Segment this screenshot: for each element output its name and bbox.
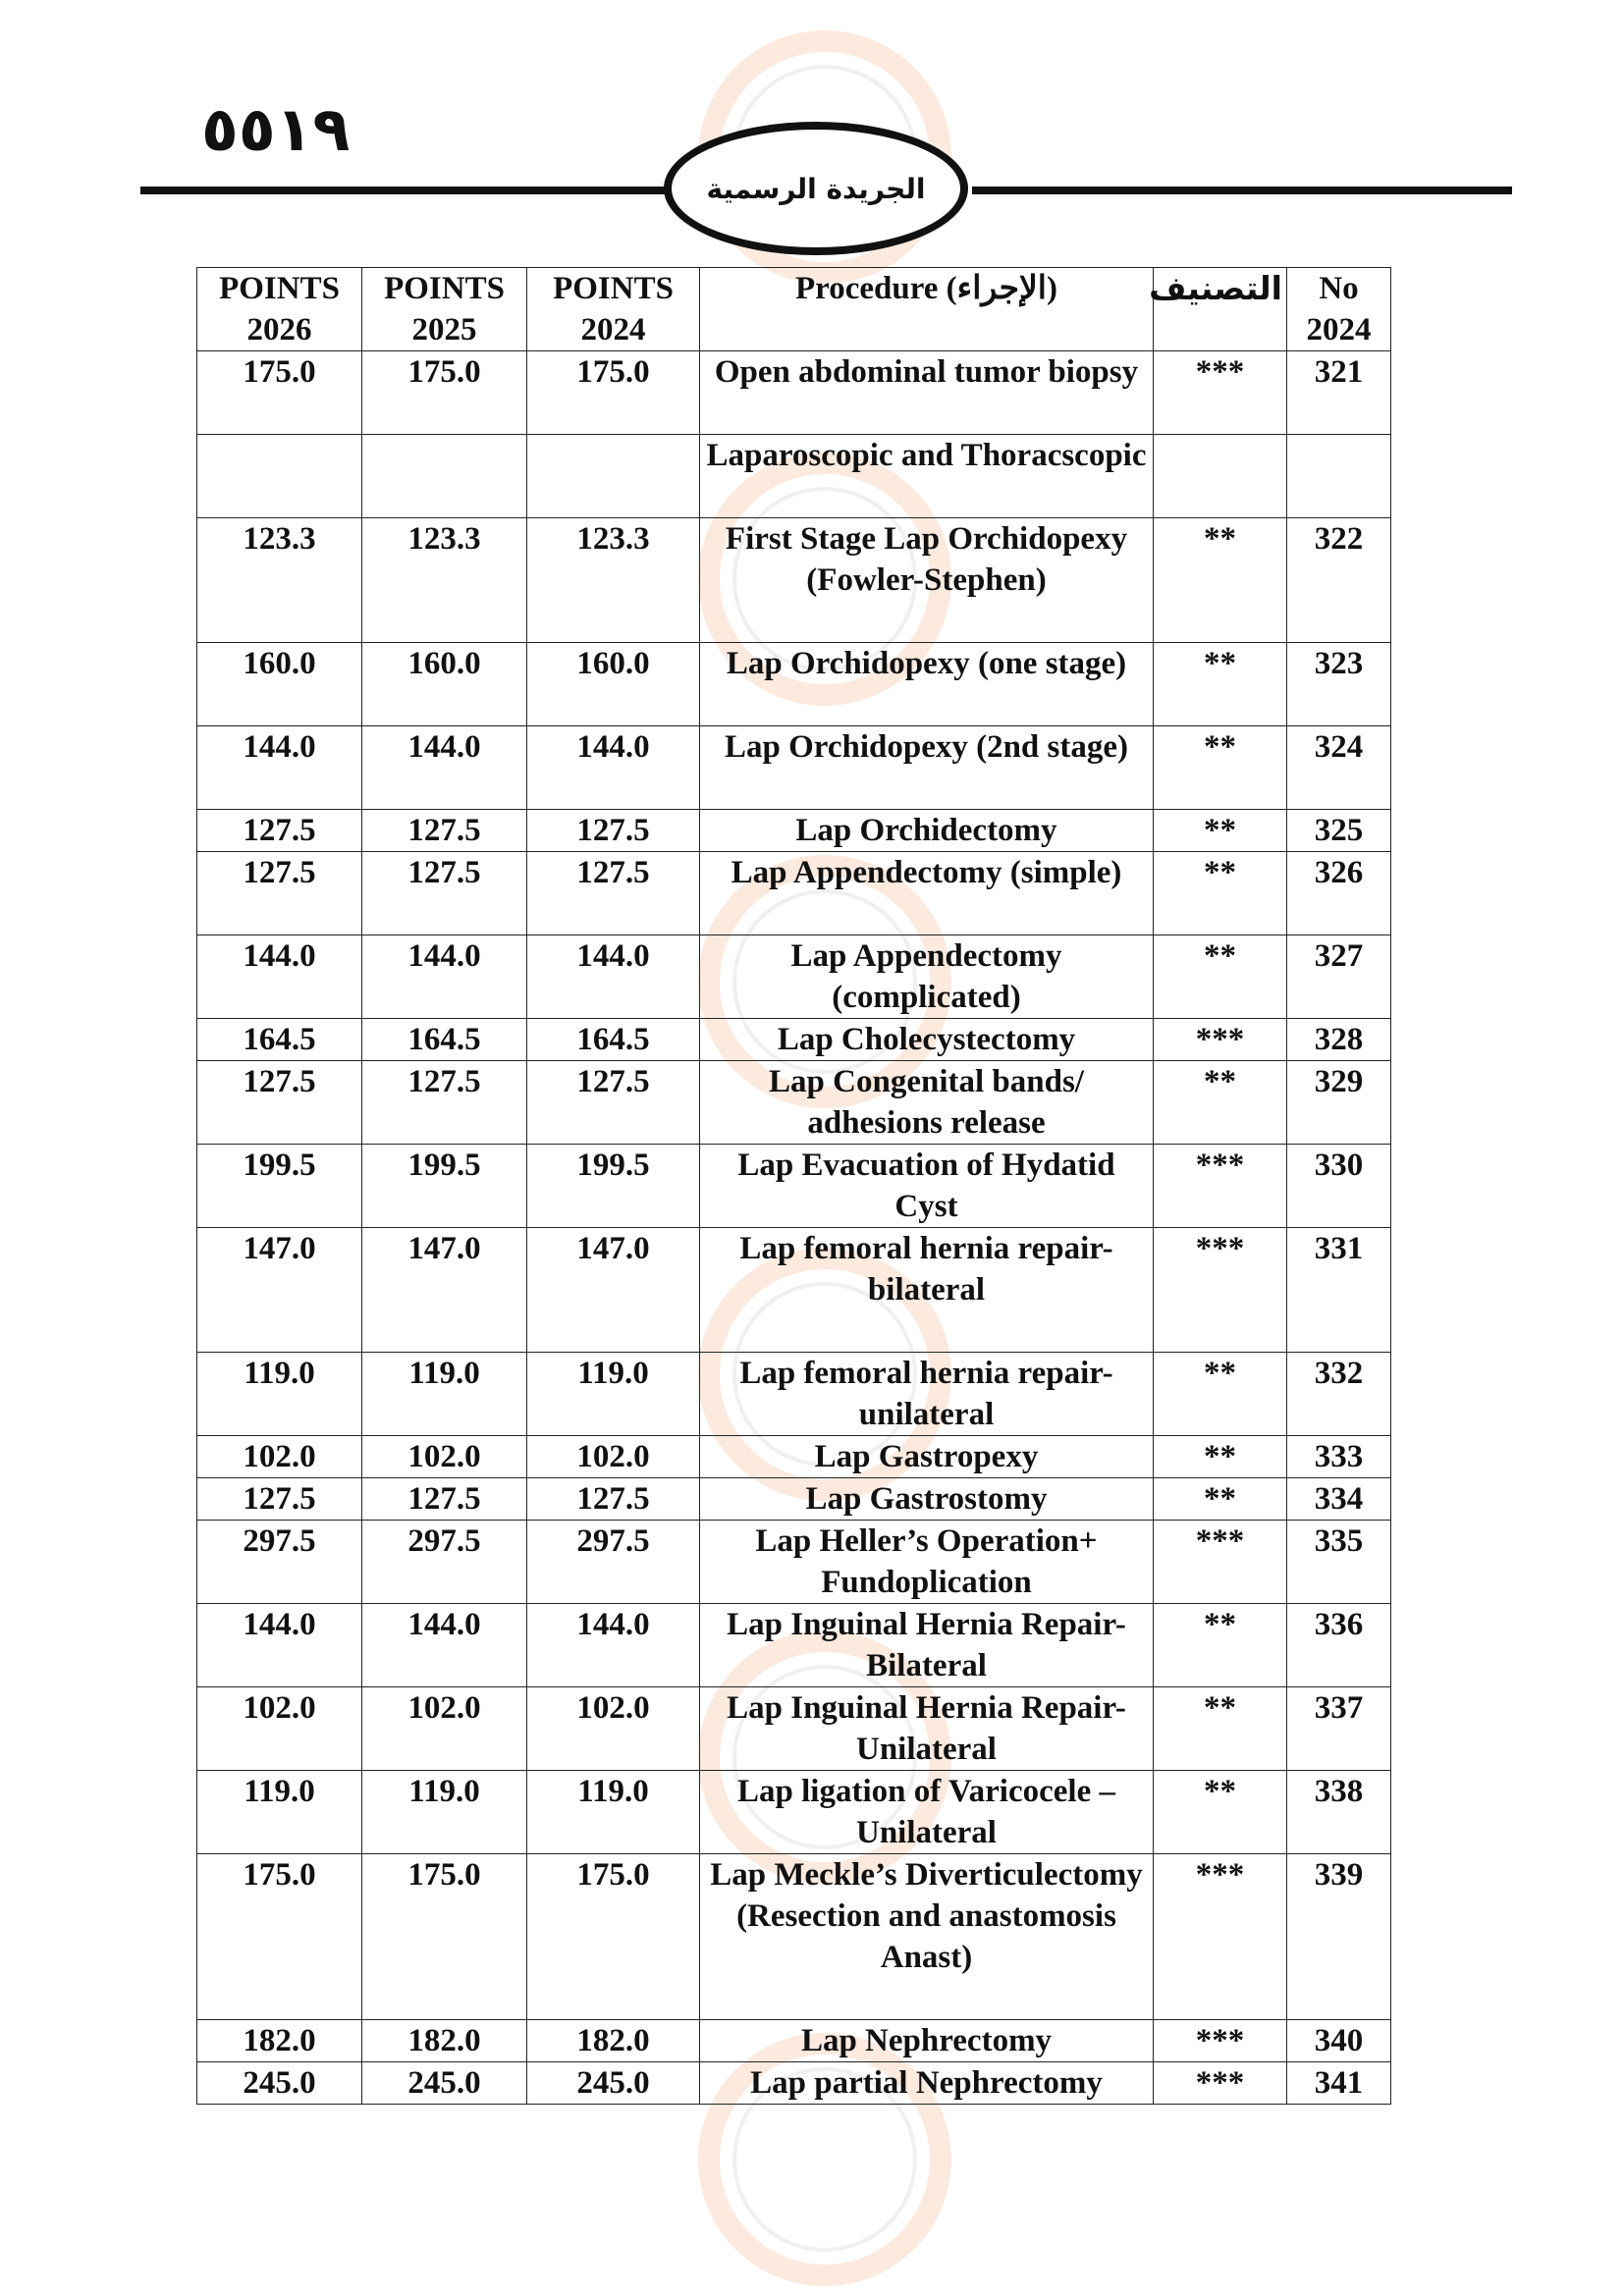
table-row [197,1604,1391,1687]
cell-points-2026: 160.0 [197,643,362,726]
cell-procedure: Lap ligation of Varicocele – Unilateral [700,1771,1154,1854]
cell-procedure: Lap Orchidopexy (2nd stage) [700,726,1154,810]
cell-points-2026: 123.3 [197,518,362,643]
cell-classification: ** [1154,852,1287,935]
cell-classification: ** [1154,1478,1287,1521]
cell-number: 333 [1287,1436,1391,1478]
table-row [197,1228,1391,1353]
cell-procedure: Lap femoral hernia repair-bilateral [700,1228,1154,1353]
cell-points-2026: 175.0 [197,351,362,435]
cell-classification: ** [1154,726,1287,810]
cell-points-2025: 175.0 [362,351,527,435]
table-row [197,1019,1391,1061]
cell-points-2025: 164.5 [362,1019,527,1061]
cell-points-2025: 175.0 [362,1854,527,2020]
cell-points-2026: 175.0 [197,1854,362,2020]
cell-points-2025: 119.0 [362,1353,527,1436]
cell-points-2025 [362,435,527,518]
cell-points-2024: 164.5 [527,1019,700,1061]
cell-points-2024: 102.0 [527,1436,700,1478]
cell-procedure: Laparoscopic and Thoracscopic [700,435,1154,518]
cell-points-2025: 147.0 [362,1228,527,1353]
cell-points-2024: 102.0 [527,1687,700,1771]
gazette-title: الجريدة الرسمية [706,172,926,205]
table-row [197,726,1391,810]
cell-procedure: Lap Orchidectomy [700,810,1154,852]
cell-points-2025: 127.5 [362,852,527,935]
cell-points-2025: 127.5 [362,1061,527,1145]
cell-classification: ** [1154,1604,1287,1687]
cell-classification: *** [1154,1145,1287,1228]
cell-points-2026: 144.0 [197,935,362,1019]
cell-procedure: Lap Inguinal Hernia Repair- Bilateral [700,1604,1154,1687]
cell-points-2025: 123.3 [362,518,527,643]
cell-classification: *** [1154,1854,1287,2020]
cell-number: 326 [1287,852,1391,935]
table-row [197,1521,1391,1604]
cell-classification: *** [1154,1521,1287,1604]
cell-number: 340 [1287,2020,1391,2062]
cell-points-2024: 160.0 [527,643,700,726]
cell-points-2025: 297.5 [362,1521,527,1604]
table-row [197,1061,1391,1145]
cell-points-2026: 102.0 [197,1687,362,1771]
table-row [197,852,1391,935]
header-rule-right [972,187,1512,194]
cell-number: 334 [1287,1478,1391,1521]
cell-classification: ** [1154,1687,1287,1771]
header-no: No 2024 [1287,268,1391,351]
cell-points-2026: 245.0 [197,2062,362,2105]
cell-classification: ** [1154,935,1287,1019]
cell-classification: *** [1154,2020,1287,2062]
cell-points-2026: 147.0 [197,1228,362,1353]
cell-points-2025: 127.5 [362,1478,527,1521]
cell-points-2026 [197,435,362,518]
cell-procedure: Lap Congenital bands/ adhesions release [700,1061,1154,1145]
cell-points-2026: 144.0 [197,726,362,810]
cell-classification: ** [1154,518,1287,643]
cell-number: 330 [1287,1145,1391,1228]
cell-classification: ** [1154,1061,1287,1145]
cell-number [1287,435,1391,518]
gazette-title-oval [664,122,968,255]
cell-points-2024: 119.0 [527,1353,700,1436]
header-procedure: Procedure (الإجراء) [700,268,1154,351]
cell-procedure: Lap Heller’s Operation+ Fundoplication [700,1521,1154,1604]
cell-procedure: Lap Gastropexy [700,1436,1154,1478]
cell-points-2026: 182.0 [197,2020,362,2062]
cell-points-2026: 127.5 [197,852,362,935]
cell-procedure: Lap Appendectomy (simple) [700,852,1154,935]
header-points-2026: POINTS 2026 [197,268,362,351]
table-row [197,1687,1391,1771]
cell-points-2026: 164.5 [197,1019,362,1061]
table-row [197,1771,1391,1854]
table-row [197,1478,1391,1521]
cell-procedure: Lap Cholecystectomy [700,1019,1154,1061]
cell-points-2026: 127.5 [197,1061,362,1145]
cell-classification: *** [1154,351,1287,435]
table-row [197,435,1391,518]
header-classification: التصنيف [1154,268,1287,351]
cell-points-2024: 182.0 [527,2020,700,2062]
cell-points-2025: 160.0 [362,643,527,726]
cell-number: 341 [1287,2062,1391,2105]
cell-points-2024: 199.5 [527,1145,700,1228]
cell-points-2024: 144.0 [527,726,700,810]
cell-points-2025: 144.0 [362,935,527,1019]
cell-number: 323 [1287,643,1391,726]
table-row [197,810,1391,852]
cell-points-2024: 175.0 [527,351,700,435]
cell-points-2025: 102.0 [362,1436,527,1478]
cell-procedure: First Stage Lap Orchidopexy (Fowler-Stephen) [700,518,1154,643]
header-points-2024: POINTS 2024 [527,268,700,351]
cell-points-2026: 119.0 [197,1353,362,1436]
procedure-points-table [196,267,1391,2105]
table-row [197,2062,1391,2105]
cell-procedure: Lap Evacuation of Hydatid Cyst [700,1145,1154,1228]
cell-points-2025: 245.0 [362,2062,527,2105]
cell-points-2024: 147.0 [527,1228,700,1353]
cell-points-2025: 144.0 [362,1604,527,1687]
table-row [197,351,1391,435]
cell-points-2025: 102.0 [362,1687,527,1771]
cell-number: 336 [1287,1604,1391,1687]
cell-points-2025: 127.5 [362,810,527,852]
cell-points-2024: 127.5 [527,810,700,852]
cell-number: 338 [1287,1771,1391,1854]
cell-points-2024: 127.5 [527,852,700,935]
cell-points-2026: 102.0 [197,1436,362,1478]
cell-points-2024: 144.0 [527,1604,700,1687]
cell-points-2024: 245.0 [527,2062,700,2105]
table-row [197,518,1391,643]
cell-classification: ** [1154,1436,1287,1478]
cell-number: 339 [1287,1854,1391,2020]
cell-points-2025: 199.5 [362,1145,527,1228]
cell-procedure: Open abdominal tumor biopsy [700,351,1154,435]
header-points-2025: POINTS 2025 [362,268,527,351]
cell-number: 337 [1287,1687,1391,1771]
cell-number: 321 [1287,351,1391,435]
cell-procedure: Lap partial Nephrectomy [700,2062,1154,2105]
table-row [197,1436,1391,1478]
table-row [197,1145,1391,1228]
cell-classification: *** [1154,1019,1287,1061]
cell-number: 324 [1287,726,1391,810]
cell-classification: *** [1154,1228,1287,1353]
cell-number: 332 [1287,1353,1391,1436]
cell-number: 328 [1287,1019,1391,1061]
page-number: ٥٥١٩ [201,93,351,165]
cell-classification: ** [1154,643,1287,726]
cell-points-2025: 119.0 [362,1771,527,1854]
cell-number: 322 [1287,518,1391,643]
cell-points-2026: 119.0 [197,1771,362,1854]
cell-classification: ** [1154,1771,1287,1854]
cell-procedure: Lap femoral hernia repair-unilateral [700,1353,1154,1436]
cell-points-2024: 175.0 [527,1854,700,2020]
cell-procedure: Lap Nephrectomy [700,2020,1154,2062]
cell-points-2024: 144.0 [527,935,700,1019]
cell-classification [1154,435,1287,518]
cell-points-2026: 297.5 [197,1521,362,1604]
table-row [197,1353,1391,1436]
cell-points-2026: 144.0 [197,1604,362,1687]
cell-number: 331 [1287,1228,1391,1353]
cell-points-2024: 123.3 [527,518,700,643]
cell-number: 327 [1287,935,1391,1019]
cell-procedure: Lap Gastrostomy [700,1478,1154,1521]
cell-number: 325 [1287,810,1391,852]
cell-procedure: Lap Appendectomy (complicated) [700,935,1154,1019]
cell-number: 329 [1287,1061,1391,1145]
cell-procedure: Lap Inguinal Hernia Repair- Unilateral [700,1687,1154,1771]
cell-points-2025: 144.0 [362,726,527,810]
cell-procedure: Lap Orchidopexy (one stage) [700,643,1154,726]
table-row [197,1854,1391,2020]
cell-procedure: Lap Meckle’s Diverticulectomy (Resection and anastomosis Anast) [700,1854,1154,2020]
cell-points-2025: 182.0 [362,2020,527,2062]
cell-classification: ** [1154,1353,1287,1436]
cell-points-2024: 297.5 [527,1521,700,1604]
cell-points-2024: 127.5 [527,1061,700,1145]
header-rule-left [140,187,671,194]
cell-points-2026: 127.5 [197,1478,362,1521]
cell-points-2024: 119.0 [527,1771,700,1854]
table-row [197,935,1391,1019]
cell-points-2026: 199.5 [197,1145,362,1228]
cell-points-2024: 127.5 [527,1478,700,1521]
cell-points-2024 [527,435,700,518]
table-row [197,2020,1391,2062]
cell-points-2026: 127.5 [197,810,362,852]
cell-classification: ** [1154,810,1287,852]
cell-number: 335 [1287,1521,1391,1604]
table-row [197,643,1391,726]
cell-classification: *** [1154,2062,1287,2105]
